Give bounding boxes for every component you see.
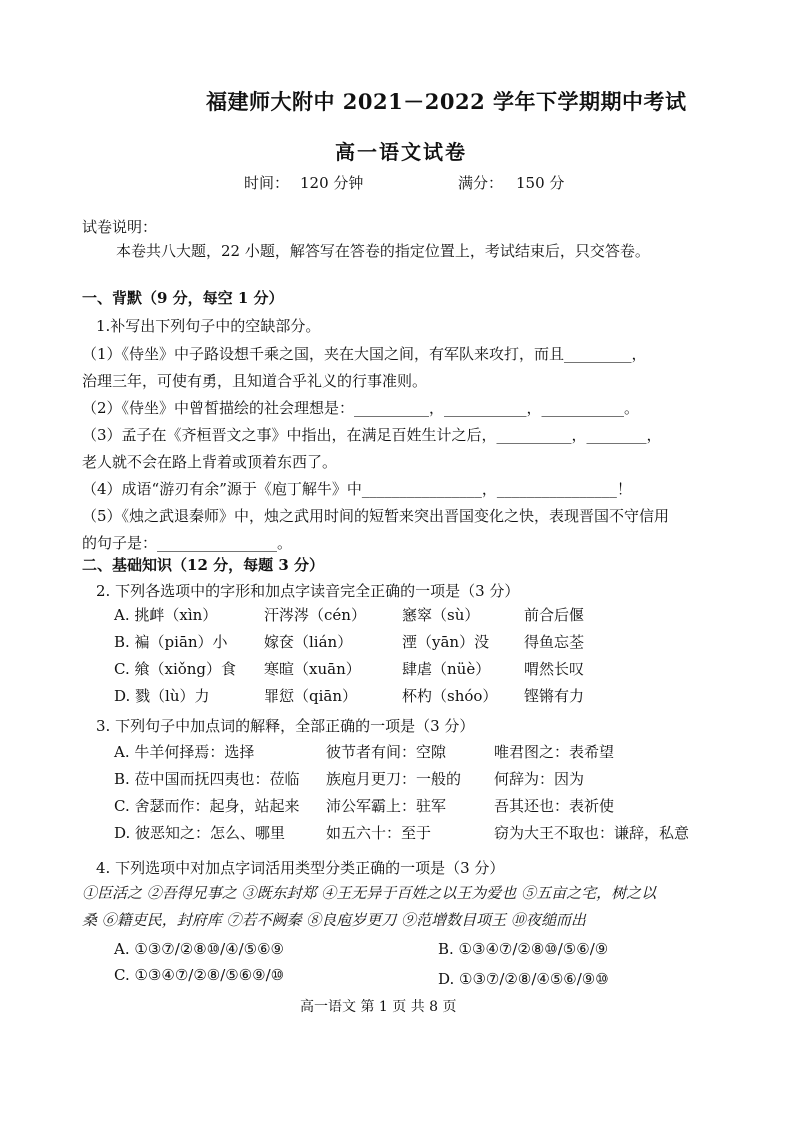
score-label: 满分： <box>458 174 504 192</box>
time-label: 时间： <box>244 174 290 192</box>
q2-a-3: 窸窣（sù） <box>402 606 480 624</box>
q1-item-2: （2）《侍坐》中曾皙描绘的社会理想是：__________，___________，___________。 <box>82 399 640 417</box>
q3-a-1: A. 牛羊何择焉：选择 <box>114 743 255 761</box>
q3-d-2: 如五六十：至于 <box>326 824 432 842</box>
q1-item-1: （1）《侍坐》中子路设想千乘之国，夹在大国之间，有军队来攻打，而且_________， <box>82 345 647 363</box>
q2-c-3: 肆虐（nüè） <box>402 660 491 678</box>
q1-item-5-cont: 的句子是：________________。 <box>82 534 293 552</box>
q2-c-4: 喟然长叹 <box>524 660 585 678</box>
q2-a-2: 汗涔涔（cén） <box>264 606 366 624</box>
q4-option-a: A. ①③⑦/②⑧⑩/④/⑤⑥⑨ <box>114 940 285 958</box>
q2-d-3: 杯杓（shóo） <box>402 687 498 705</box>
q3-a-3: 唯君图之：表希望 <box>494 743 615 761</box>
instructions-text: 本卷共八大题，22 小题，解答写在答卷的指定位置上，考试结束后，只交答卷。 <box>116 242 650 260</box>
page-footer: 高一语文 第 1 页 共 8 页 <box>300 999 457 1015</box>
time-value: 120 分钟 <box>300 174 364 192</box>
q2-a-1: A. 挑衅（xìn） <box>114 606 218 624</box>
q2-stem: 2. 下列各选项中的字形和加点字读音完全正确的一项是（3 分） <box>96 582 520 600</box>
q4-option-c: C. ①③④⑦/②⑧/⑤⑥⑨/⑩ <box>114 966 285 984</box>
q1-item-3: （3）孟子在《齐桓晋文之事》中指出，在满足百姓生计之后，__________，________， <box>82 426 662 444</box>
q3-b-1: B. 莅中国而抚四夷也：莅临 <box>114 770 300 788</box>
q2-d-4: 铿锵有力 <box>524 687 585 705</box>
q2-a-4: 前合后偃 <box>524 606 585 624</box>
exam-title: 福建师大附中 2021－2022 学年下学期期中考试 <box>206 89 687 114</box>
section1-heading: 一、背默（9 分，每空 1 分） <box>82 289 284 307</box>
q1-item-5: （5）《烛之武退秦师》中，烛之武用时间的短暂来突出晋国变化之快，表现晋国不守信用 <box>82 507 670 525</box>
q2-d-2: 罪愆（qiān） <box>264 687 358 705</box>
q3-d-1: D. 彼恶知之：怎么、哪里 <box>114 824 286 842</box>
q2-c-1: C. 飨（xiǒng）食 <box>114 660 237 678</box>
q2-b-2: 嫁奁（lián） <box>264 633 353 651</box>
q4-items-line2: 桑 ⑥籍吏民，封府库 ⑦若不阙秦 ⑧良庖岁更刀 ⑨范增数目项王 ⑩夜缒而出 <box>82 911 586 929</box>
q1-stem: 1.补写出下列句子中的空缺部分。 <box>96 317 321 335</box>
q3-c-1: C. 舍瑟而作：起身，站起来 <box>114 797 300 815</box>
q2-b-3: 湮（yān）没 <box>402 633 490 651</box>
q2-b-1: B. 褊（piān）小 <box>114 633 228 651</box>
q2-c-2: 寒暄（xuān） <box>264 660 361 678</box>
q4-items-line1: ①臣活之 ②吾得兄事之 ③既东封郑 ④王无异于百姓之以王为爱也 ⑤五亩之宅，树之以 <box>82 884 657 902</box>
score-value: 150 分 <box>516 174 565 192</box>
q4-option-b: B. ①③④⑦/②⑧⑩/⑤⑥/⑨ <box>438 940 609 958</box>
q1-item-1-cont: 治理三年，可使有勇，且知道合乎礼义的行事准则。 <box>82 372 428 390</box>
exam-subtitle: 高一语文试卷 <box>335 140 467 164</box>
q3-c-2: 沛公军霸上：驻军 <box>326 797 447 815</box>
instructions-label: 试卷说明： <box>82 218 158 236</box>
q3-c-3: 吾其还也：表祈使 <box>494 797 615 815</box>
q3-a-2: 彼节者有间：空隙 <box>326 743 447 761</box>
q2-b-4: 得鱼忘荃 <box>524 633 585 651</box>
q1-item-4: （4）成语“游刃有余”源于《庖丁解牛》中________________，________________！ <box>82 480 632 498</box>
q4-option-d: D. ①③⑦/②⑧/④⑤⑥/⑨⑩ <box>438 970 609 988</box>
q3-b-3: 何辞为：因为 <box>494 770 585 788</box>
q4-stem: 4. 下列选项中对加点字词活用类型分类正确的一项是（3 分） <box>96 859 505 877</box>
q3-stem: 3. 下列句子中加点词的解释，全部正确的一项是（3 分） <box>96 717 475 735</box>
section2-heading: 二、基础知识（12 分，每题 3 分） <box>82 556 324 574</box>
q2-d-1: D. 戮（lù）力 <box>114 687 210 705</box>
q1-item-3-cont: 老人就不会在路上背着或顶着东西了。 <box>82 453 338 471</box>
q3-b-2: 族庖月更刀：一般的 <box>326 770 462 788</box>
q3-d-3: 窃为大王不取也：谦辞，私意 <box>494 824 690 842</box>
